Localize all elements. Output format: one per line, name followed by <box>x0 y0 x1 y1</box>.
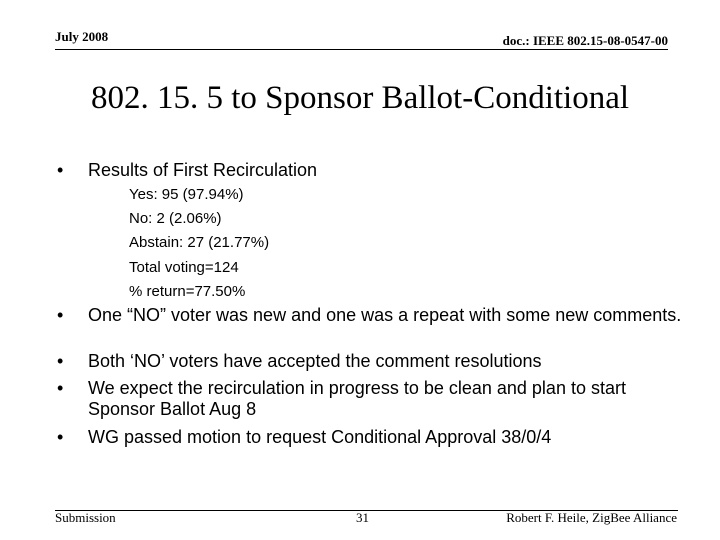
footer-author: Robert F. Heile, ZigBee Alliance <box>506 510 677 525</box>
bullet-results <box>57 160 708 181</box>
result-total-voting: Total voting=124 <box>129 259 239 276</box>
slide-title: 802. 15. 5 to Sponsor Ballot-Conditional <box>90 80 630 116</box>
bullet-motion-text: WG passed motion to request Conditional Approval 38/0/4 <box>88 427 552 447</box>
bullet-glyph: • <box>57 427 64 447</box>
bullet-accepted <box>57 351 708 372</box>
bullet-glyph: • <box>57 378 64 398</box>
bullet-glyph: • <box>57 305 64 325</box>
header-doc-id: doc.: IEEE 802.15-08-0547-00 <box>502 33 668 48</box>
bullet-glyph: • <box>57 351 64 371</box>
header-date: July 2008 <box>55 29 109 44</box>
bullet-results-text: Results of First Recirculation <box>88 160 318 180</box>
result-no: No: 2 (2.06%) <box>129 210 222 227</box>
bullet-accepted-text: Both ‘NO’ voters have accepted the comment resolutions <box>88 351 542 371</box>
footer-page-number: 31 <box>356 510 369 525</box>
result-return: % return=77.50% <box>129 283 246 300</box>
result-abstain: Abstain: 27 (21.77%) <box>129 234 270 251</box>
bullet-no-voters-text: One “NO” voter was new and one was a repeat with some new comments. <box>88 305 682 325</box>
result-yes: Yes: 95 (97.94%) <box>129 186 244 203</box>
footer-submission: Submission <box>55 510 116 525</box>
bullet-motion <box>57 427 708 448</box>
bullet-glyph: • <box>57 160 64 180</box>
bullet-recirculation <box>57 378 688 420</box>
header-divider <box>55 49 668 50</box>
bullet-no-voters <box>57 305 688 326</box>
bullet-recirculation-text: We expect the recirculation in progress to be clean and plan to start Sponsor Ballot Aug 8 <box>88 378 626 419</box>
